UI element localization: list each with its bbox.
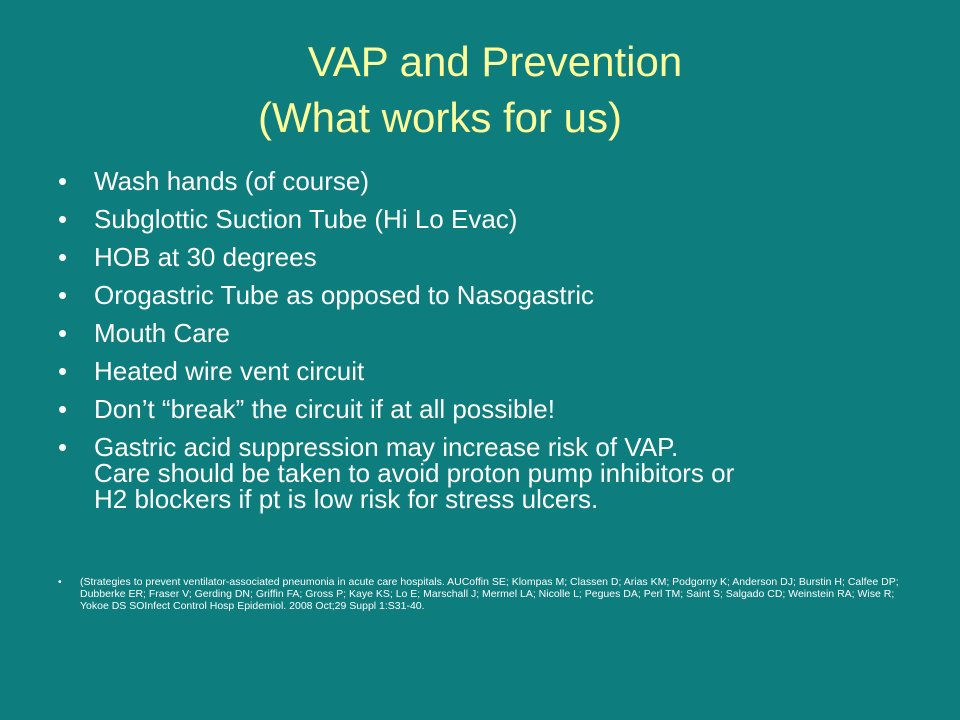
reference-list — [58, 576, 918, 612]
bullet-dot: • — [58, 204, 68, 234]
bullet-item — [58, 206, 918, 232]
reference-text: (Strategies to prevent ventilator-associated pneumonia in acute care hospitals. AUCoffin SE; Klompas M; Classen D; Arias KM; Podgorny K; Anderson DJ; Burstin H; Calfee DP; Dubberke ER; Fraser V; Gerding DN; Griffin FA; Gross P; Kaye KS; Lo E; Marschall J; Mermel LA; Nicolle L; Pegues DA; Perl TM; Saint S; Salgado CD; Weinstein RA; Wise R; Yokoe DS SOInfect Control Hosp Epidemiol. 2008 Oct;29 Suppl 1:S31-40. — [80, 576, 899, 612]
bullet-item — [58, 358, 918, 384]
bullet-dot: • — [58, 280, 68, 310]
reference-dot: • — [58, 576, 62, 588]
bullet-item — [58, 282, 918, 308]
bullet-text: Wash hands (of course) — [94, 166, 370, 196]
bullet-text: Subglottic Suction Tube (Hi Lo Evac) — [94, 204, 518, 234]
bullet-dot: • — [58, 394, 68, 424]
bullet-text: HOB at 30 degrees — [94, 242, 317, 272]
title-line-1: VAP and Prevention — [307, 38, 683, 85]
reference-item — [58, 576, 918, 612]
bullet-text: Don’t “break” the circuit if at all possible! — [94, 394, 555, 424]
bullet-text: Mouth Care — [94, 318, 230, 348]
slide-title — [0, 34, 960, 146]
bullet-text: Heated wire vent circuit — [94, 356, 365, 386]
bullet-dot: • — [58, 242, 68, 272]
title-line-2: (What works for us) — [257, 94, 623, 141]
bullet-item — [58, 168, 918, 194]
bullet-text: Orogastric Tube as opposed to Nasogastric — [94, 280, 595, 310]
bullet-item — [58, 434, 918, 512]
bullet-text: Gastric acid suppression may increase risk of VAP. Care should be taken to avoid proton pump inhibitors or H2 blockers if pt is low risk for stress ulcers. — [94, 432, 735, 514]
bullet-item — [58, 396, 918, 422]
bullet-dot: • — [58, 432, 68, 462]
bullet-dot: • — [58, 166, 68, 196]
bullet-item — [58, 244, 918, 270]
bullet-list — [58, 168, 918, 524]
bullet-dot: • — [58, 318, 68, 348]
bullet-dot: • — [58, 356, 68, 386]
bullet-item — [58, 320, 918, 346]
